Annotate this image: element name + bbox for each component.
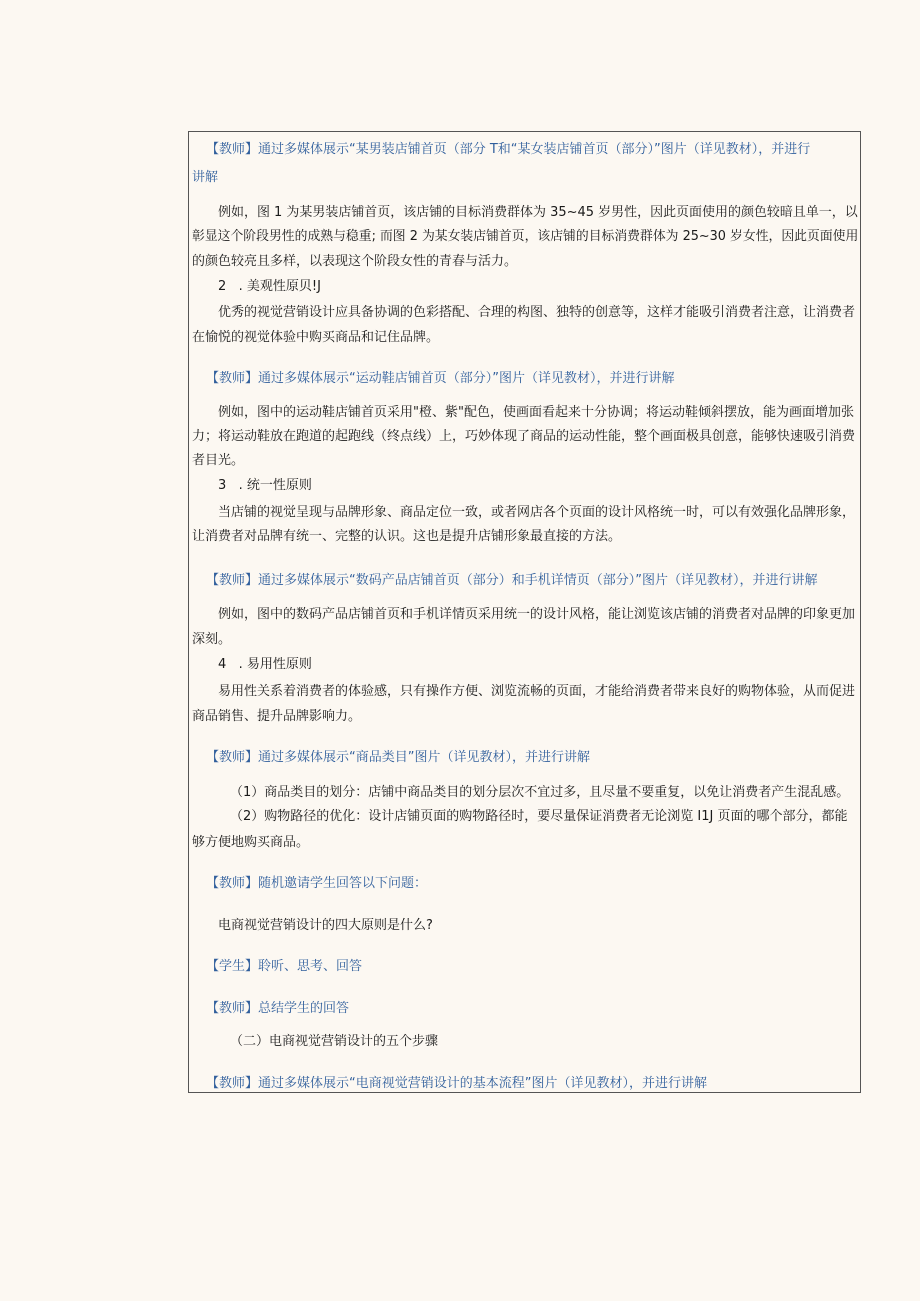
teacher-instruction: 【教师】通过多媒体展示“商品类目”图片（详见教材），并进行讲解	[206, 750, 590, 765]
teacher-instruction: 【教师】总结学生的回答	[206, 1001, 350, 1016]
paragraph-line: 例如，图 1 为某男装店铺首页，该店铺的目标消费群体为 35~45 岁男性，因此页面使用的颜色较暗且单一，以	[218, 205, 858, 220]
paragraph-line: 深刻。	[192, 632, 232, 647]
teacher-instruction: 【教师】通过多媒体展示“数码产品店铺首页（部分）和手机详情页（部分）”图片（详见教材），并进行讲解	[206, 573, 818, 588]
list-item: （2）购物路径的优化：设计店铺页面的购物路径时，要尽量保证消费者无论浏览 I1J 页面的哪个部分，都能	[230, 809, 848, 824]
paragraph-line: 优秀的视觉营销设计应具备协调的色彩搭配、合理的构图、独特的创意等，这样才能吸引消费者注意，让消费者	[218, 305, 856, 320]
teacher-instruction: 【教师】通过多媒体展示“电商视觉营销设计的基本流程”图片（详见教材），并进行讲解	[206, 1076, 707, 1091]
paragraph-line: 例如，图中的运动鞋店铺首页采用"橙、紫"配色，使画面看起来十分协调；将运动鞋倾斜摆放，能为画面增加张	[218, 405, 854, 420]
paragraph-line: 在愉悦的视觉体验中购买商品和记住品牌。	[192, 330, 440, 345]
paragraph-line: 力；将运动鞋放在跑道的起跑线（终点线）上，巧妙体现了商品的运动性能，整个画面极具创意，能够快速吸引消费	[192, 429, 856, 444]
section-heading: 4 . 易用性原则	[218, 657, 312, 672]
list-item-continued: 够方便地购买商品。	[192, 835, 310, 850]
paragraph-line: 当店铺的视觉呈现与品牌形象、商品定位一致，或者网店各个页面的设计风格统一时，可以有效强化品牌形象，	[218, 505, 856, 520]
paragraph-line: 彰显这个阶段男性的成熟与稳重; 而图 2 为某女装店铺首页，该店铺的目标消费群体为 25~30 岁女性，因此页面使用	[192, 229, 859, 244]
paragraph-line: 商品销售、提升品牌影响力。	[192, 709, 362, 724]
teacher-instruction: 【教师】通过多媒体展示“某男装店铺首页（部分 T和“某女装店铺首页（部分）”图片（详见教材），并进行	[206, 142, 811, 157]
paragraph-line: 的颜色较亮且多样，以表现这个阶段女性的青春与活力。	[192, 254, 518, 269]
list-item: （1）商品类目的划分：店铺中商品类目的划分层次不宜过多，且尽量不要重复，以免让消费者产生混乱感。	[230, 785, 850, 800]
paragraph-line: 易用性关系着消费者的体验感，只有操作方便、浏览流畅的页面，才能给消费者带来良好的购物体验，从而促进	[218, 684, 856, 699]
paragraph-line: 让消费者对品牌有统一、完整的认识。这也是提升店铺形象最直接的方法。	[192, 529, 622, 544]
question-text: 电商视觉营销设计的四大原则是什么?	[218, 918, 433, 933]
paragraph-line: 者目光。	[192, 453, 245, 468]
teacher-instruction: 【教师】随机邀请学生回答以下问题：	[206, 876, 428, 891]
teacher-instruction-continued: 讲解	[192, 170, 219, 185]
teacher-instruction: 【教师】通过多媒体展示“运动鞋店铺首页（部分）”图片（详见教材），并进行讲解	[206, 371, 675, 386]
section-heading: 3 . 统一性原则	[218, 478, 312, 493]
student-activity: 【学生】聆听、思考、回答	[206, 959, 363, 974]
section-heading: 2 . 美观性原贝!J	[218, 279, 321, 294]
section-heading: （二）电商视觉营销设计的五个步骤	[230, 1034, 439, 1049]
paragraph-line: 例如，图中的数码产品店铺首页和手机详情页采用统一的设计风格，能让浏览该店铺的消费者对品牌的印象更加	[218, 607, 856, 622]
